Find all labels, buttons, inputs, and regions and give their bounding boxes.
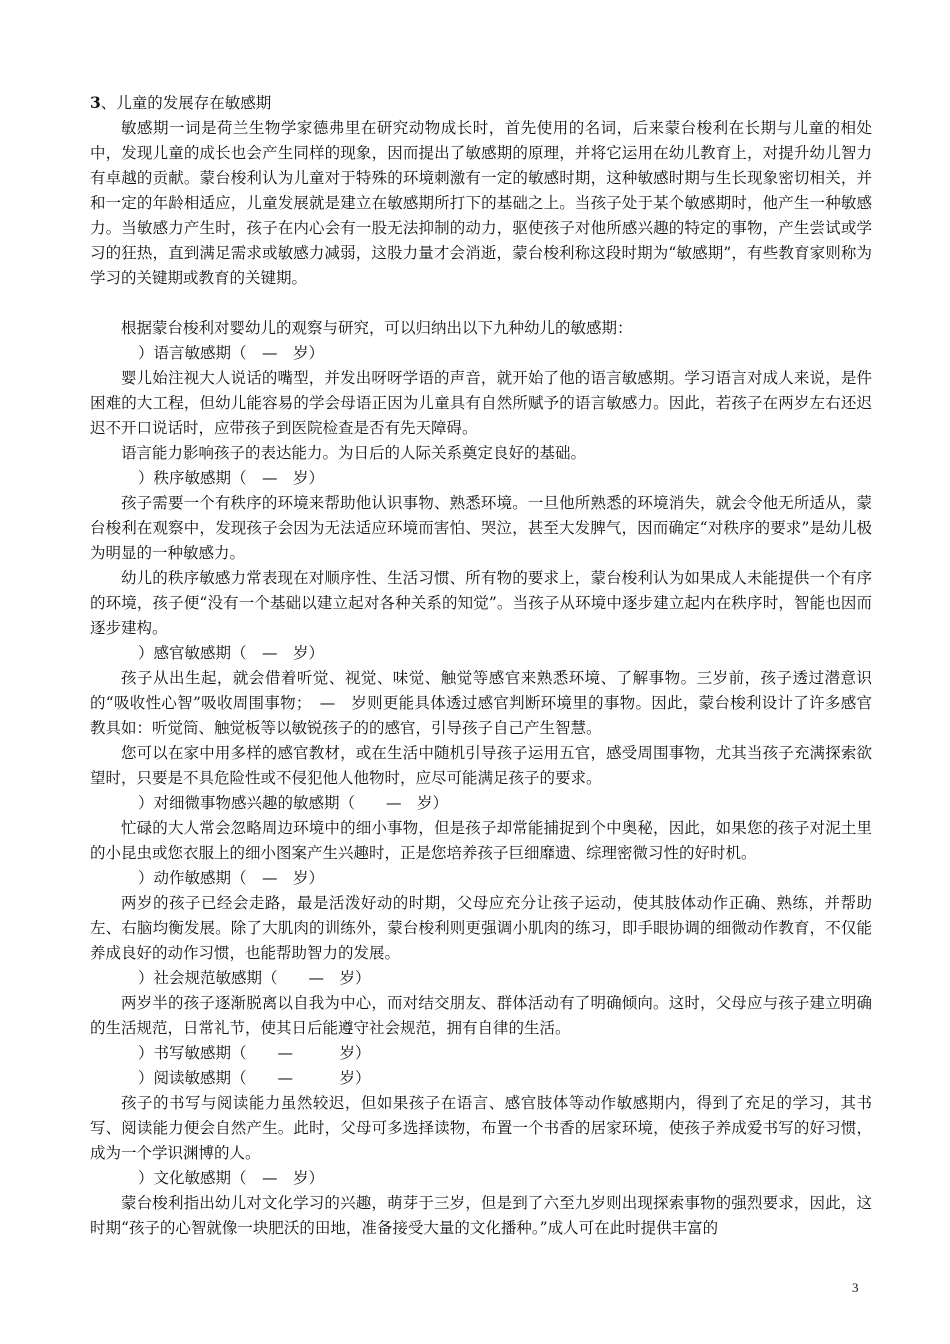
period-paragraph: 孩子从出生起，就会借着听觉、视觉、味觉、触觉等感官来熟悉环境、了解事物。三岁前，孩子透过潜意识的“吸收性心智”吸收周围事物； — 岁则更能具体透过感官判断环境里的事物。因此，蒙台梭利设计了许多感官教具如：听觉筒、触觉板等以敏锐孩子的的感官，引导孩子自己产生智慧。 — [90, 669, 872, 737]
sensitive-periods-list — [90, 341, 872, 1241]
period-paragraph: 您可以在家中用多样的感官教材，或在生活中随机引导孩子运用五官，感受周围事物，尤其当孩子充满探索欲望时，只要是不具危险性或不侵犯他人他物时，应尽可能满足孩子的要求。 — [90, 744, 872, 787]
period-title: ）语言敏感期（ — 岁） — [138, 344, 325, 362]
intro-paragraph: 敏感期一词是荷兰生物学家德弗里在研究动物成长时，首先使用的名词，后来蒙台梭利在长期与儿童的相处中，发现儿童的成长也会产生同样的现象，因而提出了敏感期的原理，并将它运用在幼儿教育上，对提升幼儿智力有卓越的贡献。蒙台梭利认为儿童对于特殊的环境刺激有一定的敏感时期，这种敏感时期与生长现象密切相关，并和一定的年龄相适应，儿童发展就是建立在敏感期所打下的基础之上。当孩子处于某个敏感期时，他产生一种敏感力。当敏感力产生时，孩子在内心会有一股无法抑制的动力，驱使孩子对他所感兴趣的特定的事物，产生尝试或学习的狂热，直到满足需求或敏感力减弱，这股力量才会消逝，蒙台梭利称这段时期为“敏感期”，有些教育家则称为学习的关键期或教育的关键期。 — [90, 119, 872, 287]
period-paragraph: 语言能力影响孩子的表达能力。为日后的人际关系奠定良好的基础。 — [121, 444, 587, 462]
period-paragraph: 孩子的书写与阅读能力虽然较迟，但如果孩子在语言、感官肢体等动作敏感期内，得到了充足的学习，其书写、阅读能力便会自然产生。此时，父母可多选择读物，布置一个书香的居家环境，使孩子养成爱书写的好习惯，成为一个学识渊博的人。 — [90, 1094, 872, 1162]
page-number: 3 — [852, 1280, 859, 1295]
period-paragraph: 幼儿的秩序敏感力常表现在对顺序性、生活习惯、所有物的要求上，蒙台梭利认为如果成人未能提供一个有序的环境，孩子便“没有一个基础以建立起对各种关系的知觉”。当孩子从环境中逐步建立起内在秩序时，智能也因而逐步建构。 — [90, 569, 872, 637]
period-title: ）文化敏感期（ — 岁） — [138, 1169, 325, 1187]
period-paragraph: 两岁半的孩子逐渐脱离以自我为中心，而对结交朋友、群体活动有了明确倾向。这时，父母应与孩子建立明确的生活规范，日常礼节，使其日后能遵守社会规范，拥有自律的生活。 — [90, 994, 872, 1037]
period-paragraph: 孩子需要一个有秩序的环境来帮助他认识事物、熟悉环境。一旦他所熟悉的环境消失，就会令他无所适从，蒙台梭利在观察中，发现孩子会因为无法适应环境而害怕、哭泣，甚至大发脾气，因而确定“对秩序的要求”是幼儿极为明显的一种敏感力。 — [90, 494, 872, 562]
period-title: ）社会规范敏感期（ — 岁） — [138, 969, 371, 987]
section-heading — [90, 90, 872, 116]
spacer — [90, 291, 872, 316]
period-title: ）动作敏感期（ — 岁） — [138, 869, 325, 887]
section-title: 、儿童的发展存在敏感期 — [100, 94, 272, 112]
period-title: ）阅读敏感期（ — 岁） — [138, 1069, 371, 1087]
period-title: ）感官敏感期（ — 岁） — [138, 644, 325, 662]
period-title: ）对细微事物感兴趣的敏感期（ — 岁） — [138, 794, 449, 812]
period-paragraph: 忙碌的大人常会忽略周边环境中的细小事物，但是孩子却常能捕捉到个中奥秘，因此，如果您的孩子对泥土里的小昆虫或您衣服上的细小图案产生兴趣时，正是您培养孩子巨细靡遗、综理密微习性的好时机。 — [90, 819, 872, 862]
lead-paragraph: 根据蒙台梭利对婴幼儿的观察与研究，可以归纳出以下九种幼儿的敏感期： — [121, 319, 633, 337]
period-paragraph: 婴儿始注视大人说话的嘴型，并发出呀呀学语的声音，就开始了他的语言敏感期。学习语言对成人来说，是件困难的大工程，但幼儿能容易的学会母语正因为儿童具有自然所赋予的语言敏感力。因此，若孩子在两岁左右还迟迟不开口说话时，应带孩子到医院检查是否有先天障碍。 — [90, 369, 872, 437]
period-title: ）书写敏感期（ — 岁） — [138, 1044, 371, 1062]
period-title: ）秩序敏感期（ — 岁） — [138, 469, 325, 487]
period-paragraph: 蒙台梭利指出幼儿对文化学习的兴趣，萌芽于三岁，但是到了六至九岁则出现探索事物的强烈要求，因此，这时期“孩子的心智就像一块肥沃的田地，准备接受大量的文化播种。”成人可在此时提供丰富的 — [90, 1194, 872, 1237]
section-number: 3 — [90, 93, 101, 112]
period-paragraph: 两岁的孩子已经会走路，最是活泼好动的时期，父母应充分让孩子运动，使其肢体动作正确、熟练，并帮助左、右脑均衡发展。除了大肌肉的训练外，蒙台梭利则更强调小肌肉的练习，即手眼协调的细微动作教育，不仅能养成良好的动作习惯，也能帮助智力的发展。 — [90, 894, 872, 962]
